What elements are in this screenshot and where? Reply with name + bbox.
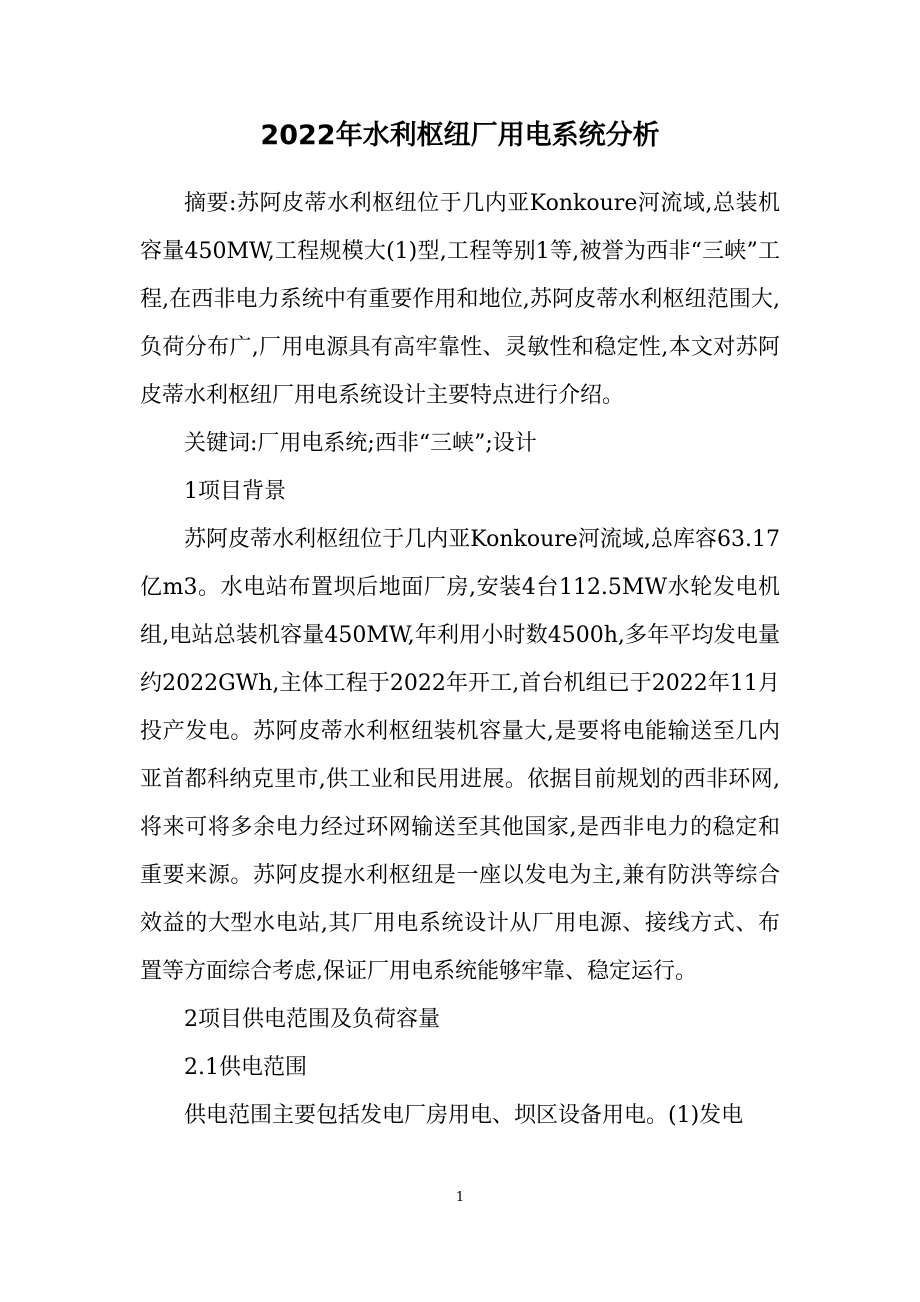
document-title: 2022年水利枢纽厂用电系统分析: [260, 120, 660, 151]
body-paragraph: 供电范围主要包括发电厂房用电、坝区设备用电。(1)发电: [184, 1103, 744, 1128]
page-number: 1: [455, 1190, 465, 1205]
section-heading: 1项目背景: [184, 479, 286, 504]
subsection-heading: 2.1供电范围: [184, 1055, 307, 1080]
document-body: [140, 180, 780, 1140]
body-paragraph: 苏阿皮蒂水利枢纽位于几内亚Konkoure河流域,总库容63.17亿m3。水电站布置坝后地面厂房,安装4台112.5MW水轮发电机组,电站总装机容量450MW,年利用小时数4500h,多年平均发电量约2022GWh,主体工程于2022年开工,首台机组已于2022年11月投产发电。苏阿皮蒂水利枢纽装机容量大,是要将电能输送至几内亚首都科纳克里市,供工业和民用进展。依据目前规划的西非环网,将来可将多余电力经过环网输送至其他国家,是西非电力的稳定和重要来源。苏阿皮提水利枢纽是一座以发电为主,兼有防洪等综合效益的大型水电站,其厂用电系统设计从厂用电源、接线方式、布置等方面综合考虑,保证厂用电系统能够牢靠、稳定运行。: [140, 527, 780, 984]
section-heading: 2项目供电范围及负荷容量: [184, 1007, 440, 1032]
abstract-paragraph: 摘要:苏阿皮蒂水利枢纽位于几内亚Konkoure河流域,总装机容量450MW,工程规模大(1)型,工程等别1等,被誉为西非“三峡”工程,在西非电力系统中有重要作用和地位,苏阿皮蒂水利枢纽范围大,负荷分布广,厂用电源具有高牢靠性、灵敏性和稳定性,本文对苏阿皮蒂水利枢纽厂用电系统设计主要特点进行介绍。: [140, 191, 780, 408]
keywords-paragraph: 关键词:厂用电系统;西非“三峡”;设计: [184, 431, 537, 456]
